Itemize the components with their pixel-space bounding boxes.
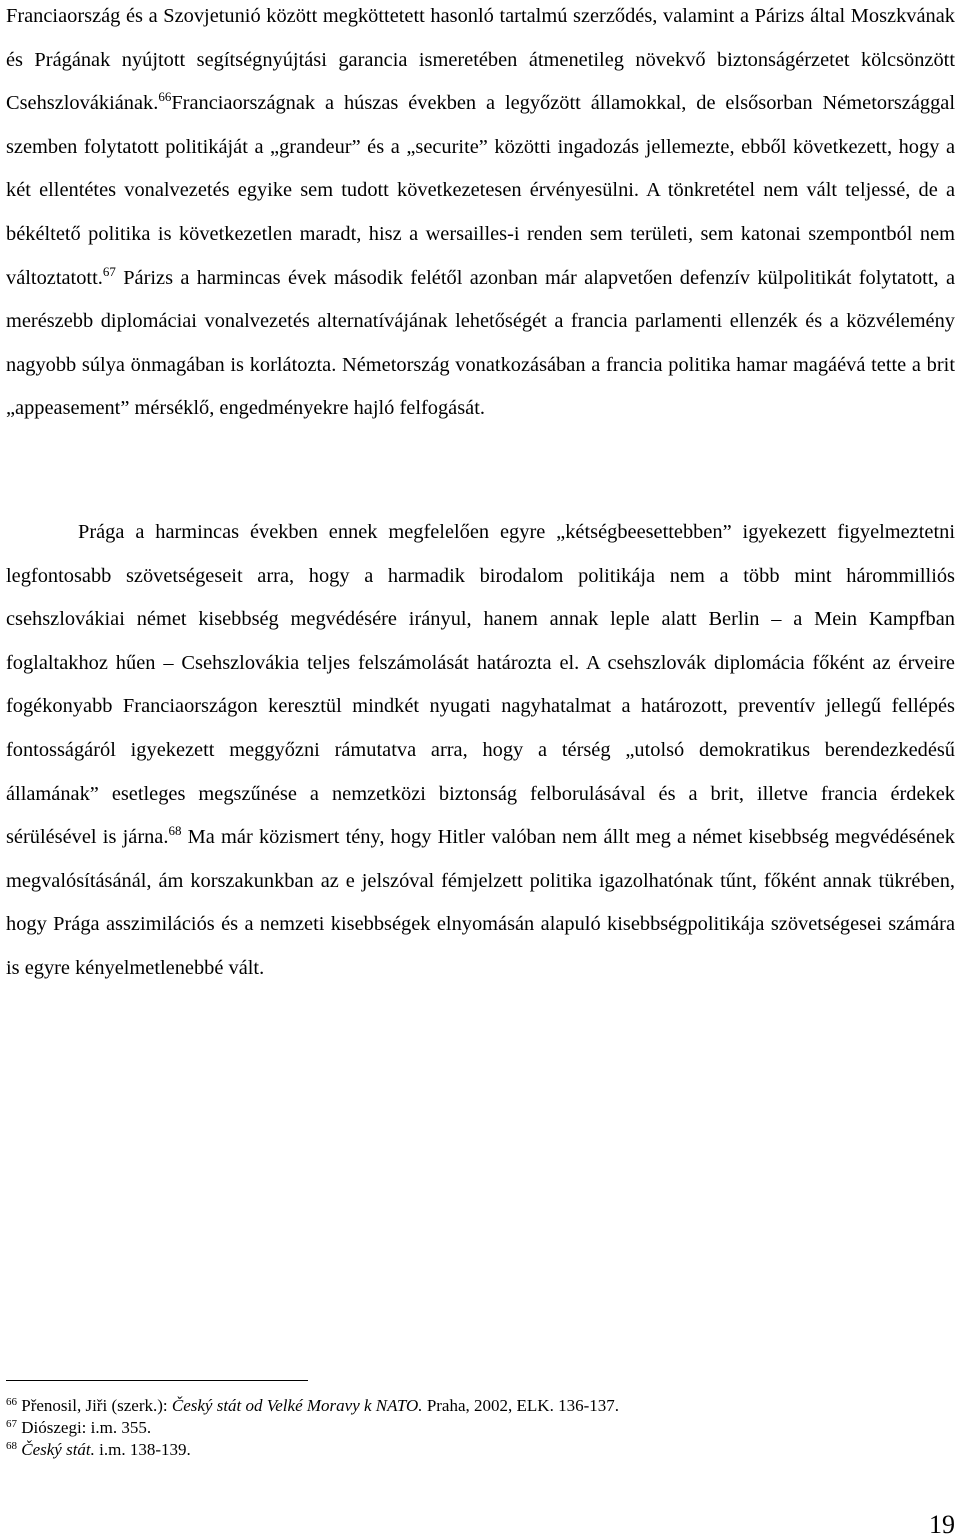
body-paragraph: [6, 511, 955, 991]
document-page: [6, 0, 955, 1539]
footnote-number: 67: [6, 1418, 17, 1430]
footnote-text: Praha, 2002, ELK. 136-137.: [422, 1396, 619, 1415]
footnotes-section: [6, 1395, 955, 1461]
paragraph-text: Ma már közismert tény, hogy Hitler valóban nem állt meg a német kisebbség megvédésének megvalósításánál, ám korszakunkban az e jelszóval fémjelzett politika igazolhatónak tűnt, főként annak tükrében, hogy Prága asszimilációs és a nemzeti kisebbségek elnyomásán alapuló kisebbségpolitikája szövetségesei számára is egyre kényelmetlenebbé vált.: [6, 826, 955, 979]
footnote-reference[interactable]: 66: [158, 89, 172, 105]
footnote-number: 68: [6, 1440, 17, 1452]
footnote-text: Diószegi: i.m. 355.: [17, 1418, 152, 1437]
footnote-item: [6, 1417, 955, 1439]
paragraph-text: Prága a harmincas években ennek megfelelően egyre „kétségbeesettebben” igyekezett figyelmeztetni legfontosabb szövetségeseit arra, hogy a harmadik birodalom politikája nem a több mint hárommilliós csehszlovákiai német kisebbség megvédésére irányul, hanem annak leple alatt Berlin – a Mein Kampfban foglaltakhoz hűen – Csehszlovákia teljes felszámolását határozta el. A csehszlovák diplomácia főként az érveire fogékonyabb Franciaországon keresztül mindkét nyugati nagyhatalmat a határozott, preventív jellegű fellépés fontosságáról igyekezett meggyőzni rámutatva arra, hogy a térség „utolsó demokratikus berendezkedésű államának” esetleges megszűnése a nemzetközi biztonság felborulásával és a brit, illetve francia érdekek sérülésével is járna.: [6, 521, 955, 849]
footnote-title: Český stát.: [21, 1440, 95, 1459]
footnote-reference[interactable]: 68: [168, 823, 182, 839]
footnote-item: [6, 1395, 955, 1417]
footnote-text: Přenosil, Jiři (szerk.):: [17, 1396, 172, 1415]
footnote-text: i.m. 138-139.: [94, 1440, 191, 1459]
footnote-item: [6, 1439, 955, 1461]
paragraph-text: Franciaországnak a húszas években a legyőzött államokkal, de elsősorban Németországgal szemben folytatott politikáját a „grandeur” és a „securite” közötti ingadozás jellemezte, ebből következett, hogy a két ellentétes vonalvezetés egyike sem tudott következetesen érvényesülni. A tönkretétel nem vált teljessé, de a békéltető politika is következetlen maradt, hisz a wersailles-i renden sem területi, sem katonai szempontból nem változtatott.: [6, 92, 955, 289]
paragraph-text: Párizs a harmincas évek második felétől azonban már alapvetően defenzív külpolitikát folytatott, a merészebb diplomáciai vonalvezetés alternatívájának lehetőségét a francia parlamenti ellenzék és a közvélemény nagyobb súlya önmagában is korlátozta. Németország vonatkozásában a francia politika hamar magáévá tette a brit „appeasement” mérséklő, engedményekre hajló felfogását.: [6, 266, 955, 420]
footnote-title: Český stát od Velké Moravy k NATO.: [171, 1396, 423, 1415]
footnote-separator: [6, 1380, 308, 1381]
footnote-number: 66: [6, 1396, 17, 1408]
paragraph-text: Franciaország és a Szovjetunió között megköttetett hasonló tartalmú szerződés, valamint a Párizs által Moszkvának és Prágának nyújtott segítségnyújtási garancia ismeretében átmenetileg növekvő biztonságérzetet kölcsönzött Csehszlovákiának.: [6, 5, 955, 115]
body-paragraph: [6, 0, 955, 431]
footnote-reference[interactable]: 67: [102, 263, 116, 279]
page-number: 19: [929, 1510, 955, 1539]
